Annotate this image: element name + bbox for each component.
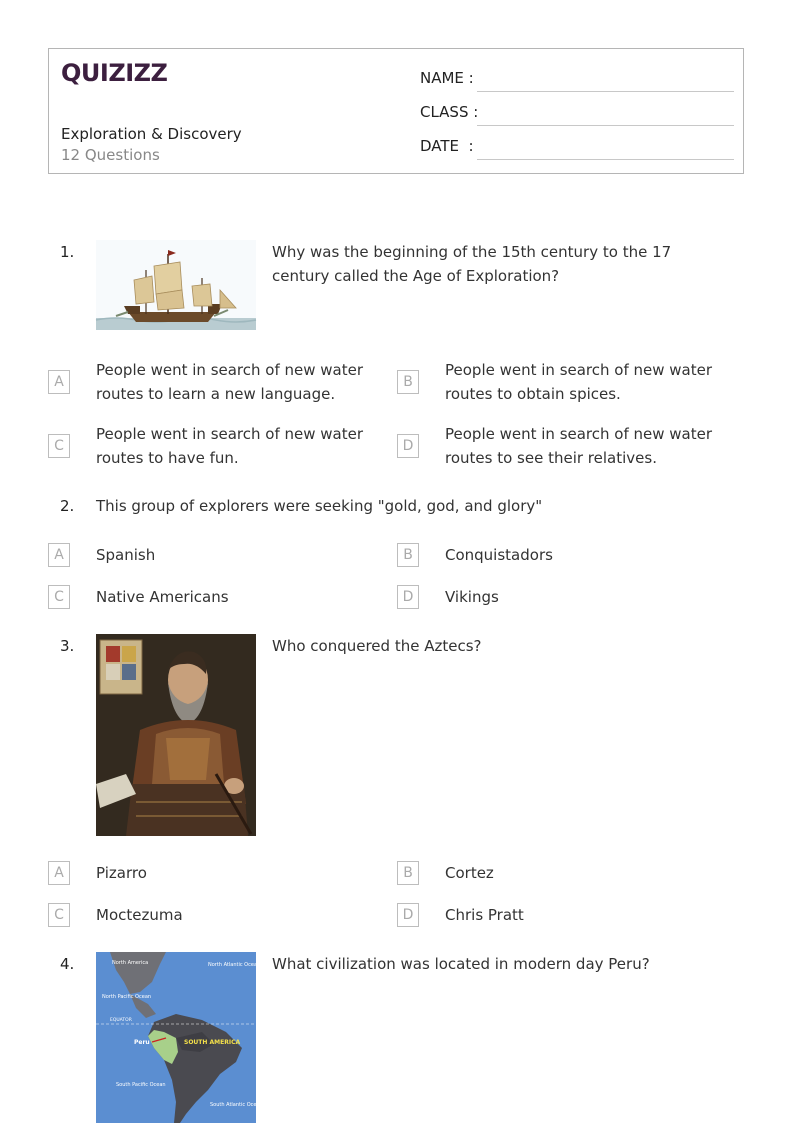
map-label: South Atlantic Ocean	[210, 1102, 263, 1108]
option-text: People went in search of new water routes to have fun.	[96, 425, 364, 467]
option-letter-box[interactable]: D	[397, 903, 419, 927]
option-letter-box[interactable]: C	[48, 585, 70, 609]
option-text: Moctezuma	[96, 906, 183, 924]
worksheet-header	[48, 48, 744, 174]
option-text: People went in search of new water routes to learn a new language.	[96, 361, 364, 403]
option-text: Spanish	[96, 546, 156, 564]
question-text: Who conquered the Aztecs?	[272, 637, 482, 655]
name-field[interactable]	[420, 69, 734, 93]
ship-image	[96, 240, 256, 330]
option-text: Pizarro	[96, 864, 147, 882]
map-label: Peru	[134, 1039, 150, 1046]
class-line[interactable]	[477, 125, 734, 126]
question-number: 1.	[60, 243, 75, 261]
class-field[interactable]	[420, 103, 734, 127]
question-number: 3.	[60, 637, 75, 655]
option-text: People went in search of new water routes to see their relatives.	[445, 425, 713, 467]
option-text: Vikings	[445, 588, 499, 606]
option-letter-box[interactable]: C	[48, 434, 70, 458]
class-label: CLASS :	[420, 103, 479, 121]
map-label: South Pacific Ocean	[116, 1082, 166, 1088]
option-text: Cortez	[445, 864, 494, 882]
portrait-image	[96, 634, 256, 836]
date-field[interactable]	[420, 137, 734, 161]
date-line[interactable]	[477, 159, 734, 160]
map-label: North Atlantic Ocean	[208, 962, 261, 968]
map-label: North Pacific Ocean	[102, 994, 152, 1000]
map-label: North America	[112, 960, 149, 966]
date-label: DATE :	[420, 137, 474, 155]
option-text: Native Americans	[96, 588, 229, 606]
option-text: Chris Pratt	[445, 906, 524, 924]
question-number: 4.	[60, 955, 75, 973]
option-letter-box[interactable]: D	[397, 585, 419, 609]
south-america-map	[96, 952, 263, 1123]
option-letter-box[interactable]: C	[48, 903, 70, 927]
name-label: NAME :	[420, 69, 474, 87]
option-text: Conquistadors	[445, 546, 553, 564]
question-text: This group of explorers were seeking "gold, god, and glory"	[96, 497, 543, 515]
map-label: SOUTH AMERICA	[184, 1039, 241, 1046]
map-label: EQUATOR	[110, 1018, 132, 1023]
worksheet-title: Exploration & Discovery	[61, 125, 242, 143]
option-text: People went in search of new water routes to obtain spices.	[445, 361, 713, 403]
option-letter-box[interactable]: B	[397, 370, 419, 394]
quizizz-logo: QUIZIZZ	[61, 59, 168, 87]
question-text: What civilization was located in modern day Peru?	[272, 955, 650, 973]
question-count: 12 Questions	[61, 146, 160, 164]
option-letter-box[interactable]: D	[397, 434, 419, 458]
option-letter-box[interactable]: B	[397, 861, 419, 885]
option-letter-box[interactable]: A	[48, 370, 70, 394]
option-letter-box[interactable]: B	[397, 543, 419, 567]
name-line[interactable]	[477, 91, 734, 92]
question-text: Why was the beginning of the 15th century to the 17 century called the Age of Exploration?	[272, 243, 672, 285]
option-letter-box[interactable]: A	[48, 861, 70, 885]
question-number: 2.	[60, 497, 75, 515]
option-letter-box[interactable]: A	[48, 543, 70, 567]
